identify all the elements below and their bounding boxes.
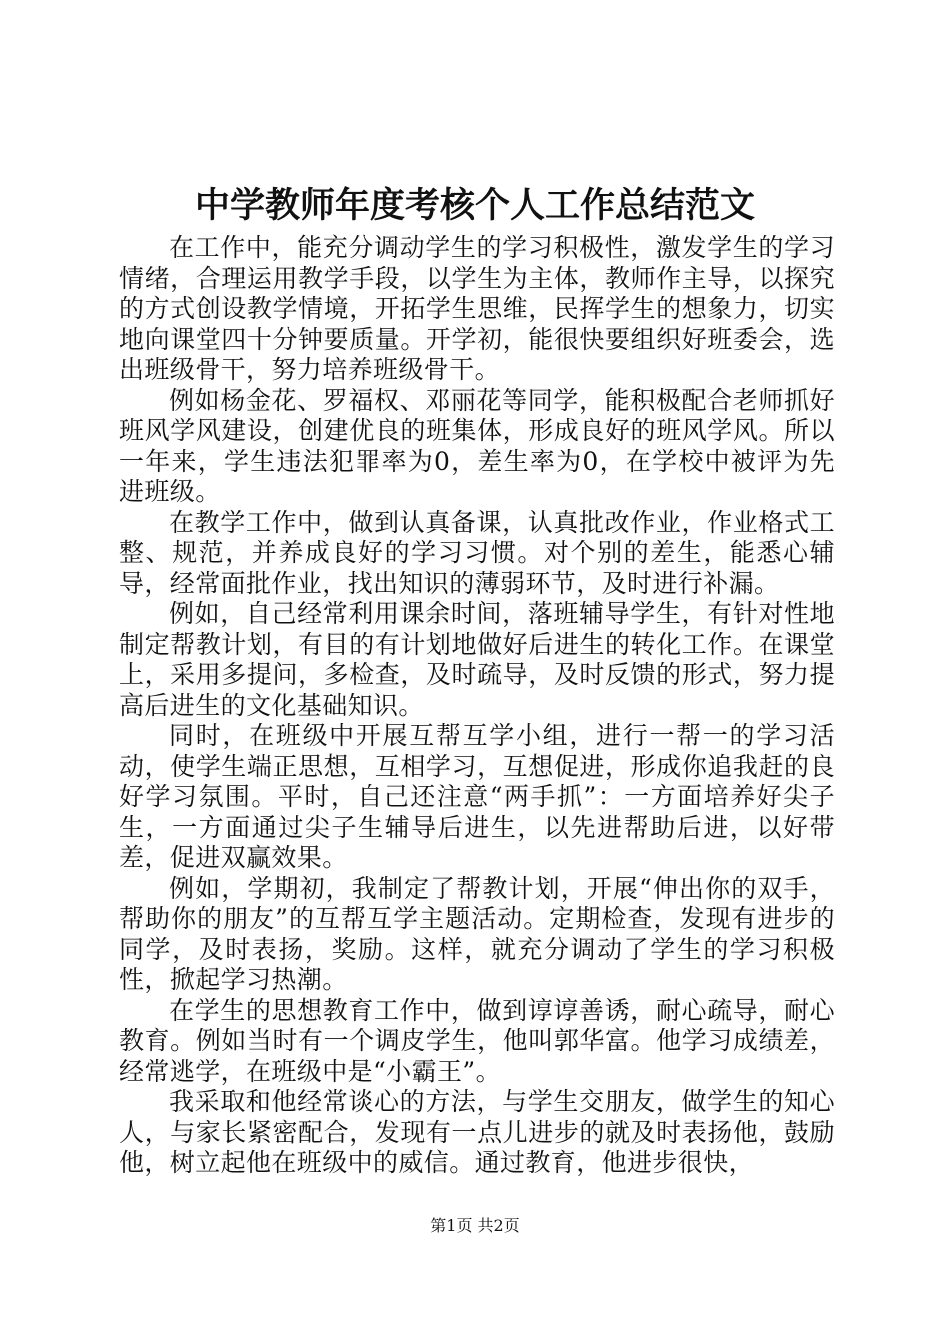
paragraph: 我采取和他经常谈心的方法，与学生交朋友，做学生的知心人，与家长紧密配合，发现有一点儿进步的就及时表扬他，鼓励他，树立起他在班级中的威信。通过教育，他进步很快，: [119, 1087, 835, 1177]
paragraph: 同时，在班级中开展互帮互学小组，进行一帮一的学习活动，使学生端正思想，互相学习，互想促进，形成你追我赶的良好学习氛围。平时，自己还注意“两手抓”：一方面培养好尖子生，一方面通过尖子生辅导后进生，以先进帮助后进，以好带差，促进双赢效果。: [119, 721, 835, 872]
document-body: [119, 233, 835, 1179]
paragraph: 例如，学期初，我制定了帮教计划，开展“伸出你的双手，帮助你的朋友”的互帮互学主题活动。定期检查，发现有进步的同学，及时表扬，奖励。这样，就充分调动了学生的学习积极性，掀起学习热潮。: [119, 873, 835, 994]
document-title: 中学教师年度考核个人工作总结范文: [194, 185, 755, 226]
paragraph: 在教学工作中，做到认真备课，认真批改作业，作业格式工整、规范，并养成良好的学习习惯。对个别的差生，能悉心辅导，经常面批作业，找出知识的薄弱环节，及时进行补漏。: [119, 507, 835, 598]
paragraph: 在工作中，能充分调动学生的学习积极性，激发学生的学习情绪，合理运用教学手段，以学生为主体，教师作主导，以探究的方式创设教学情境，开拓学生思维，民挥学生的想象力，切实地向课堂四十分钟要质量。开学初，能很快要组织好班委会，选出班级骨干，努力培养班级骨干。: [119, 233, 835, 384]
page-footer: 第1页 共2页: [430, 1216, 520, 1235]
paragraph: 在学生的思想教育工作中，做到谆谆善诱，耐心疏导，耐心教育。例如当时有一个调皮学生，他叫郭华富。他学习成绩差，经常逃学，在班级中是“小霸王”。: [119, 995, 835, 1086]
paragraph: 例如杨金花、罗福权、邓丽花等同学，能积极配合老师抓好班风学风建设，创建优良的班集体，形成良好的班风学风。所以一年来，学生违法犯罪率为0，差生率为0，在学校中被评为先进班级。: [119, 385, 835, 506]
paragraph: 例如，自己经常利用课余时间，落班辅导学生，有针对性地制定帮教计划，有目的有计划地做好后进生的转化工作。在课堂上，采用多提问，多检查，及时疏导，及时反馈的形式，努力提高后进生的文化基础知识。: [119, 599, 835, 720]
